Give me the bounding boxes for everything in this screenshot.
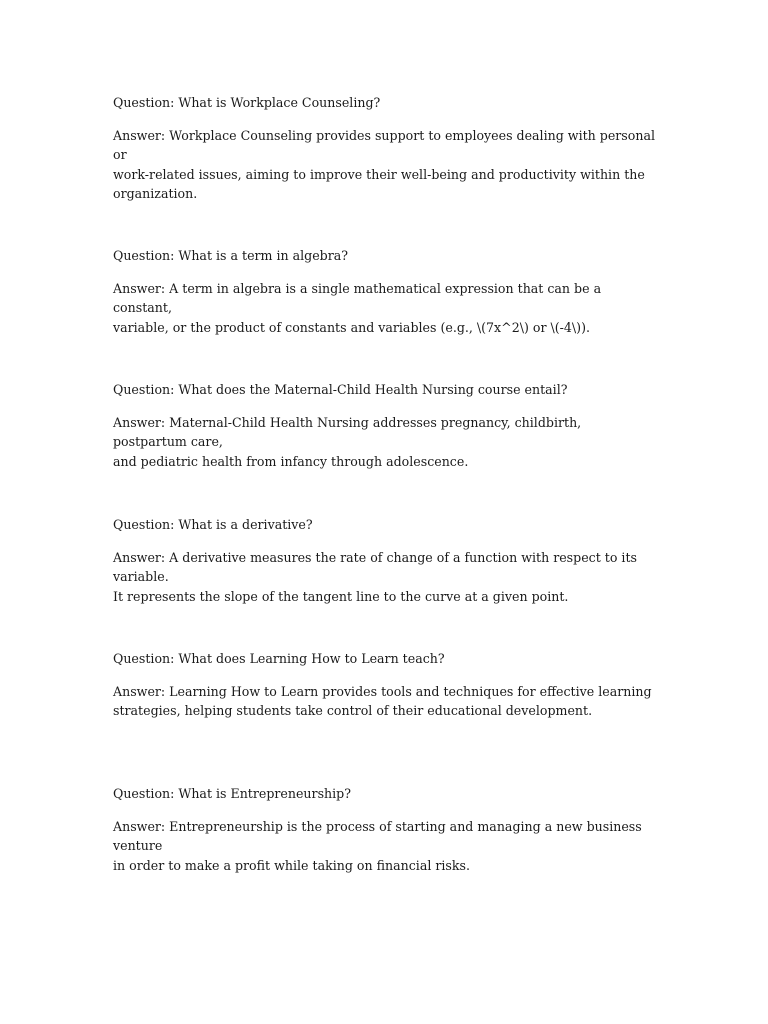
qa-block xyxy=(113,246,658,337)
qa-block xyxy=(113,380,658,471)
answer-text: Answer: Learning How to Learn provides tools and techniques for effective learning strategies, helping students take control of their educational development. xyxy=(113,683,652,718)
answer-text: Answer: A derivative measures the rate of change of a function with respect to its variable. It represents the slope of the tangent line to the curve at a given point. xyxy=(113,549,637,604)
question-text: Question: What is a derivative? xyxy=(113,517,313,532)
question-text: Question: What does the Maternal-Child Health Nursing course entail? xyxy=(113,382,568,397)
answer-text: Answer: A term in algebra is a single mathematical expression that can be a constant, variable, or the product of constants and variables (e.g., \(7x^2\) or \(-4\)). xyxy=(113,280,602,335)
qa-block xyxy=(113,93,658,204)
question-text: Question: What is Workplace Counseling? xyxy=(113,95,381,110)
question-text: Question: What is Entrepreneurship? xyxy=(113,786,351,801)
qa-block xyxy=(113,649,658,721)
qa-block xyxy=(113,784,658,875)
answer-text: Answer: Workplace Counseling provides support to employees dealing with personal or work-related issues, aiming to improve their well-being and productivity within the organization. xyxy=(113,127,655,201)
question-text: Question: What is a term in algebra? xyxy=(113,248,349,263)
question-text: Question: What does Learning How to Learn teach? xyxy=(113,651,445,666)
qa-block xyxy=(113,515,658,606)
answer-text: Answer: Maternal-Child Health Nursing addresses pregnancy, childbirth, postpartum care, and pediatric health from infancy through adolescence. xyxy=(113,414,582,469)
answer-text: Answer: Entrepreneurship is the process of starting and managing a new business venture in order to make a profit while taking on financial risks. xyxy=(113,818,642,873)
